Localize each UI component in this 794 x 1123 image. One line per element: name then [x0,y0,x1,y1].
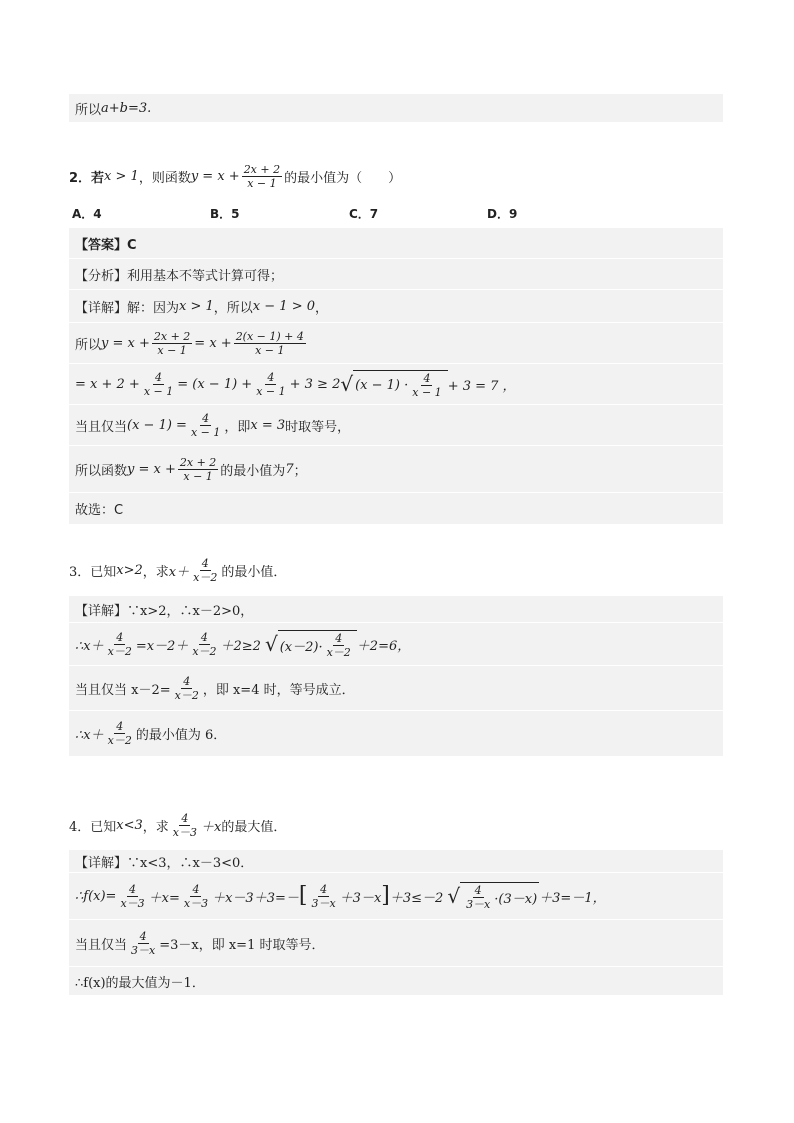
q2-mid: ，则函数 [138,170,191,186]
q2-detail-line1 [69,290,723,322]
frac-den: 3－x [311,896,336,910]
text: ，即 [224,419,251,435]
expr: = x + 2 + [75,376,140,392]
expr: ＋3≤－2 [389,890,444,906]
sqrt-icon: √ $\frac{4}{3-x}$ ·(3－x) [447,883,538,911]
expr: y = x + [127,461,176,477]
q2-answer [69,228,723,258]
fraction [178,456,218,483]
q2-fraction [242,163,282,190]
q3-detail-line1 [69,596,723,622]
frac-num: 4 [200,630,208,644]
text: 当且仅当 [75,937,128,953]
q2-detail-line4 [69,405,723,445]
text: 当且仅当 [75,419,128,435]
q2-suffix: 的最小值为（ ） [284,170,402,186]
fraction [410,372,443,399]
fraction [464,884,492,911]
q3-detail-line3 [69,666,723,710]
expr: x = 3 [250,417,286,433]
fraction [106,631,134,658]
frac-den: x − 1 [412,385,442,399]
expr: ＋3=－1， [539,890,606,906]
q2-option-c: C．7 [349,207,379,221]
q2-final [69,493,723,524]
frac-num: 4 [192,882,200,896]
text: 的最小值为 [220,463,286,479]
detail-text: 【详解】∵x<3，∴x－3<0． [75,855,254,871]
frac-num: 4 [155,370,163,384]
expr: ＋3－x [339,890,382,906]
expr: + 3 ≥ 2 [289,376,341,392]
q4-detail-line3 [69,920,723,966]
q3-number: 3．已知 [69,564,117,580]
expr: ∴f(x)= [75,888,117,904]
frac-num: 4 [116,630,124,644]
frac-den: 3－x [131,943,156,957]
fraction [190,631,218,658]
q4-number: 4．已知 [69,819,117,835]
q3-question [69,550,286,590]
frac-den: x－3 [172,825,197,839]
q2-detail-line5 [69,446,723,492]
frac-num: 4 [267,370,275,384]
sqrt-icon: √ (x－2)· $\frac{4}{x-2}$ [265,630,357,659]
frac-num: 4 [139,929,147,943]
top-expr: a+b=3. [101,100,152,116]
q2-option-b: B．5 [210,207,240,221]
q4-detail-line1 [69,850,723,872]
frac-den: x－2 [174,688,199,702]
q3-solution-box [69,596,723,756]
top-solution-box [69,94,723,122]
analysis-text: 【分析】利用基本不等式计算可得； [75,268,284,284]
expr: ∴x＋ [75,728,104,743]
frac-den: x − 1 [183,469,213,483]
q2-number: 2．若 [69,170,105,186]
q4-detail-line2 [69,873,723,919]
text: ，求 [142,819,169,835]
frac-den: x − 1 [256,384,286,398]
final-text: 故选：C [75,503,124,518]
text: 的最小值为 6． [135,728,227,743]
expr: = (x − 1) + [177,376,253,392]
frac-num: 2x + 2 [243,162,281,176]
frac-num: 4 [129,882,137,896]
q2-question [69,160,401,192]
frac-num: 2(x − 1) + 4 [235,329,304,343]
fraction [118,883,146,910]
sqrt-icon: √ (x − 1) · $\frac{4}{x - 1}$ [340,370,447,399]
frac-den: x－3 [120,896,145,910]
frac-den: x − 1 [190,425,221,439]
fraction [325,632,353,659]
text: 所以 [75,337,102,353]
frac-den: x − 1 [255,343,285,357]
frac-den: x－2 [192,644,217,658]
frac-den: x－2 [107,644,132,658]
detail-text: ∴f(x)的最大值为－1． [75,975,205,991]
fraction [152,330,192,357]
cond: x<3 [116,817,143,833]
fraction [254,371,287,398]
expr: ＋x [201,819,222,835]
text: ， [315,300,329,316]
right-bracket-icon: ] [381,883,390,908]
q2-cond: x > 1 [104,168,139,184]
frac-num: 4 [202,411,210,425]
fraction [234,330,306,357]
fraction [129,930,157,957]
frac-den: x－2 [326,645,351,659]
cond: x − 1 > 0 [252,298,315,314]
fraction [173,675,201,702]
cond: x>2 [116,562,143,578]
frac-num: 4 [423,371,431,385]
q2-detail-line2 [69,323,723,363]
text: 的最小值． [221,564,287,580]
q2-analysis [69,259,723,289]
text: ，求 [142,564,169,580]
frac-den: x－2 [193,570,218,584]
expr: y = x + [101,335,150,351]
expr: (x − 1) · [355,377,409,393]
text: ，即 x=4 时，等号成立． [202,682,355,698]
frac-den: x－2 [107,734,132,747]
cond: x > 1 [179,298,214,314]
detail-text: 【详解】∵x>2，∴x－2>0， [75,603,254,619]
expr: ·(3－x) [494,891,538,907]
expr: (x − 1) = [127,417,187,433]
q2-func: y = x + [190,168,240,184]
left-bracket-icon: [ [298,883,308,908]
frac-num: 4 [335,631,343,645]
value: 7 [285,461,294,477]
frac-num: 4 [116,720,124,733]
frac-den: x − 1 [157,343,187,357]
q3-detail-line2 [69,623,723,665]
q4-detail-line4 [69,967,723,995]
q2-option-d: D．9 [487,207,518,221]
frac-num: 4 [181,811,189,825]
q2-solution-box [69,228,723,524]
q4-question [69,805,286,845]
expr: + 3 = 7 ， [447,378,516,394]
expr: (x－2)· [279,639,323,655]
q2-option-a: A．4 [72,207,102,221]
text: 所以函数 [75,463,128,479]
expr: ＋2=6， [356,638,411,654]
fraction [171,812,199,839]
text: =3－x，即 x=1 时取等号． [159,937,325,953]
text: ； [293,463,307,479]
frac-num: 4 [183,674,191,688]
expr: ∴x＋ [75,638,104,654]
frac-num: 2x + 2 [179,455,217,469]
frac-den: 3－x [466,897,491,911]
text: 当且仅当 x－2= [75,682,171,698]
frac-den: x − 1 [143,384,174,398]
fraction [142,371,175,398]
frac-num: 4 [320,882,328,896]
expr: ＋x－3＋3=－ [212,890,299,906]
fraction [191,557,219,584]
fraction [189,412,222,439]
frac-num: 4 [474,883,482,897]
q4-solution-box [69,850,723,995]
expr: x＋ [168,564,190,580]
text: 时取等号， [285,419,351,435]
frac-den: x − 1 [247,176,277,190]
frac-num: 2x + 2 [153,329,191,343]
expr: = x + [194,335,232,351]
top-text: 所以 [75,102,102,118]
expr: ＋2≥2 [220,638,261,654]
fraction [309,883,337,910]
detail-label: 【详解】解：因为 [75,300,180,316]
q2-detail-line3 [69,364,723,404]
fraction [182,883,210,910]
q3-detail-line4 [69,711,723,756]
top-line [69,94,723,122]
frac-num: 4 [201,556,209,570]
fraction [106,720,134,747]
frac-den: x－3 [183,896,209,910]
text: ，所以 [213,300,253,316]
answer-text: 【答案】C [75,237,137,253]
expr: =x－2＋ [135,638,189,654]
text: 的最大值． [221,819,287,835]
expr: ＋x= [148,890,180,906]
